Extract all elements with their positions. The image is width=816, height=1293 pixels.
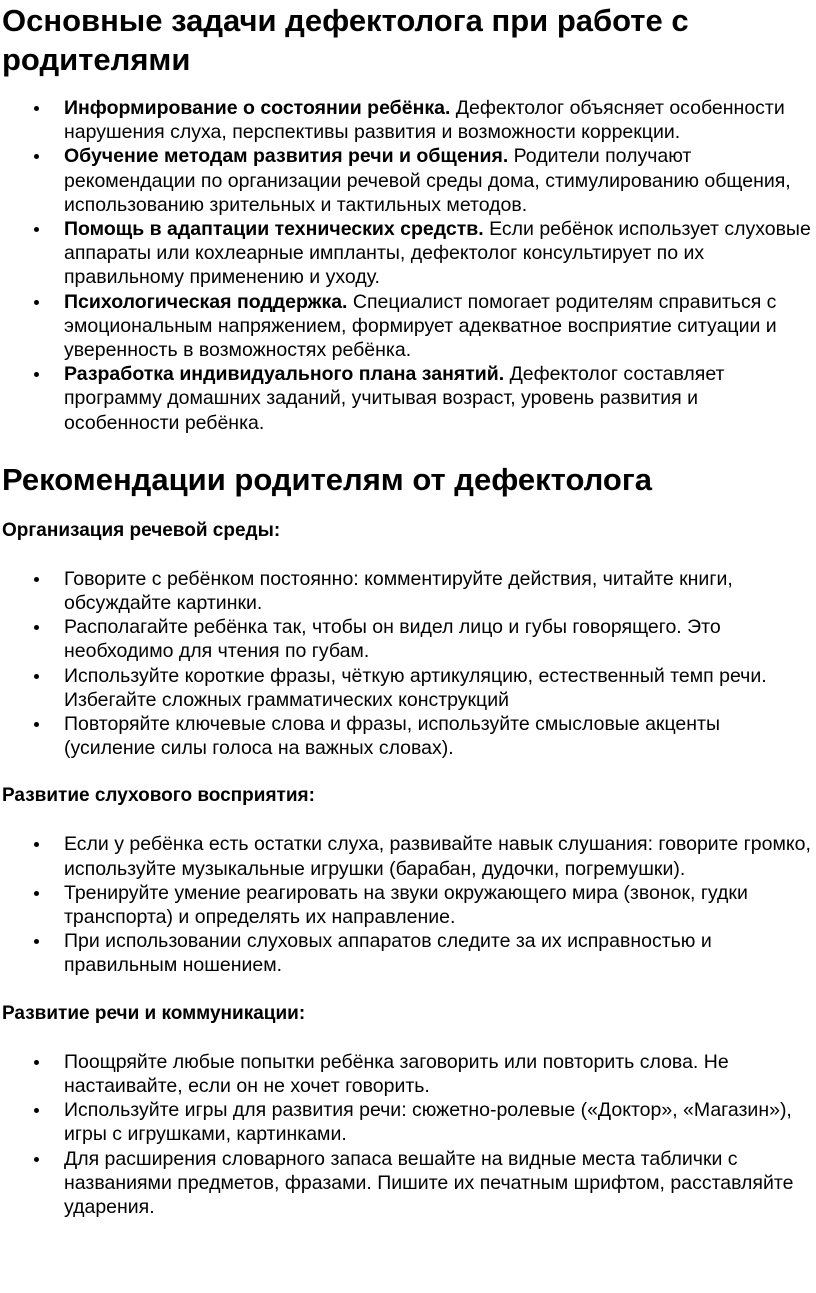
item-text: Дефектолог объясняет особенности нарушения слуха, перспективы развития и возможности коррекции. xyxy=(64,97,785,144)
item-lead: Разработка индивидуального плана занятий. xyxy=(64,363,505,386)
list-item xyxy=(64,362,816,435)
speech-communication-list xyxy=(2,1050,816,1219)
list-item: При использовании слуховых аппаратов следите за их исправностью и правильным ношением. xyxy=(64,929,816,977)
item-lead: Помощь в адаптации технических средств. xyxy=(64,218,484,241)
list-item: Для расширения словарного запаса вешайте на видные места таблички с названиями предметов, фразами. Пишите их печатным шрифтом, расставляйте ударения. xyxy=(64,1147,816,1220)
item-lead: Обучение методам развития речи и общения. xyxy=(64,145,509,168)
item-text: Специалист помогает родителям справиться с эмоциональным напряжением, формирует адекватное восприятие ситуации и уверенность в возможностях ребёнка. xyxy=(64,290,777,362)
item-lead: Психологическая поддержка. xyxy=(64,290,348,313)
list-item xyxy=(64,290,816,363)
list-item: Тренируйте умение реагировать на звуки окружающего мира (звонок, гудки транспорта) и определять их направление. xyxy=(64,881,816,929)
list-item xyxy=(64,144,816,217)
group-title-hearing-perception: Развитие слухового восприятия: xyxy=(2,785,315,807)
group-title-speech-communication: Развитие речи и коммуникации: xyxy=(2,1002,306,1024)
list-item: Говорите с ребёнком постоянно: комментируйте действия, читайте книги, обсуждайте картинки. xyxy=(64,567,816,615)
item-text: Дефектолог составляет программу домашних заданий, учитывая возраст, уровень развития и особенности ребёнка. xyxy=(64,363,725,434)
item-text: Если ребёнок использует слуховые аппараты или кохлеарные импланты, дефектолог консультирует по их правильному применению и уходу. xyxy=(64,218,811,289)
list-item xyxy=(64,96,816,144)
list-item: Повторяйте ключевые слова и фразы, используйте смысловые акценты (усиление силы голоса на важных словах). xyxy=(64,712,816,760)
list-item: Поощряйте любые попытки ребёнка заговорить или повторить слова. Не настаивайте, если он не хочет говорить. xyxy=(64,1050,816,1098)
list-item: Располагайте ребёнка так, чтобы он видел лицо и губы говорящего. Это необходимо для чтения по губам. xyxy=(64,615,816,663)
section-title-tasks: Основные задачи дефектолога при работе с родителями xyxy=(2,3,689,77)
tasks-list xyxy=(2,96,816,435)
group-title-speech-environment: Организация речевой среды: xyxy=(2,519,281,541)
hearing-perception-list xyxy=(2,832,816,977)
list-item: Если у ребёнка есть остатки слуха, развивайте навык слушания: говорите громко, используйте музыкальные игрушки (барабан, дудочки, погремушки). xyxy=(64,832,816,880)
speech-environment-list xyxy=(2,567,816,761)
list-item: Используйте игры для развития речи: сюжетно-ролевые («Доктор», «Магазин»), игры с игрушками, картинками. xyxy=(64,1098,816,1146)
item-lead: Информирование о состоянии ребёнка. xyxy=(64,97,451,119)
list-item xyxy=(64,217,816,290)
section-title-recommendations: Рекомендации родителям от дефектолога xyxy=(2,461,652,497)
item-text: Родители получают рекомендации по организации речевой среды дома, стимулированию общения, использованию зрительных и тактильных методов. xyxy=(64,145,791,216)
list-item: Используйте короткие фразы, чёткую артикуляцию, естественный темп речи. Избегайте сложных грамматических конструкций xyxy=(64,664,816,712)
